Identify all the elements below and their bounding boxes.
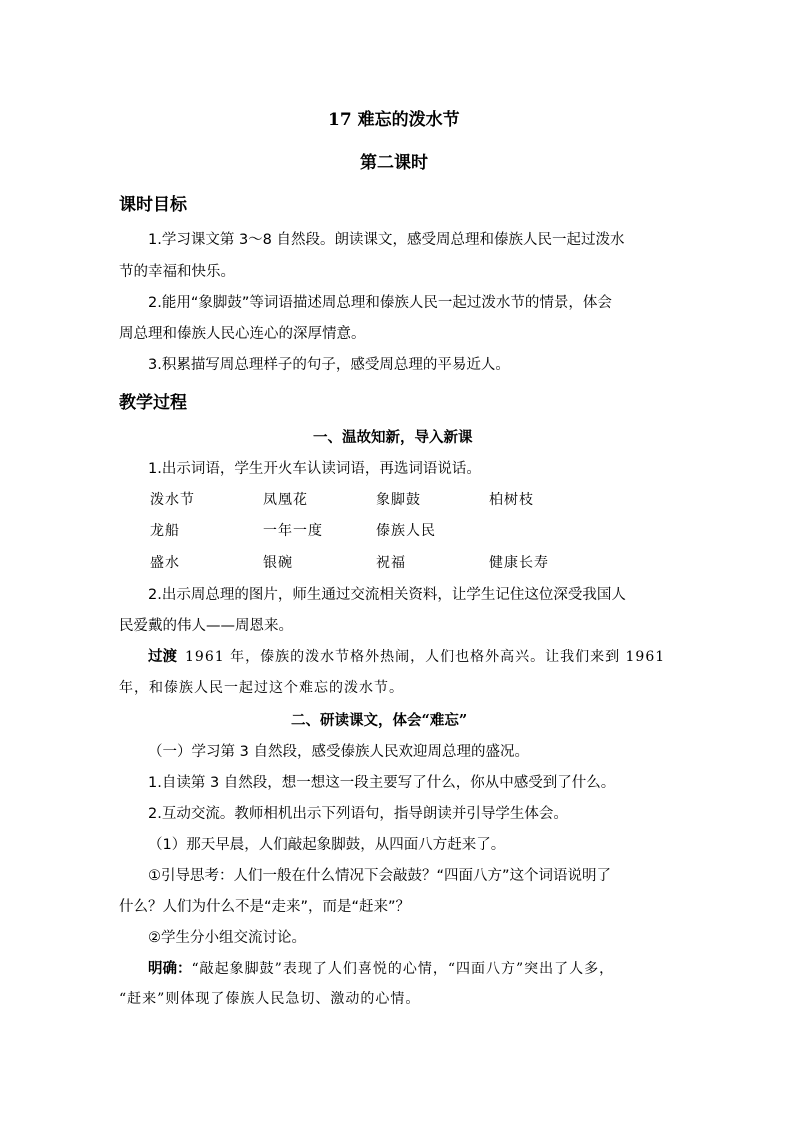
clarify-text-cont: “赶来”则体现了傣族人民急切、激动的心情。: [119, 991, 421, 1007]
transition-text-cont: 年，和傣族人民一起过这个难忘的泼水节。: [119, 680, 404, 696]
section1-step1: 1.出示词语，学生开火车认读词语，再选词语说话。: [148, 461, 481, 477]
vocab-word: 傣族人民: [376, 523, 436, 539]
section2-step2: 2.互动交流。教师相机出示下列语句，指导朗读并引导学生体会。: [148, 806, 568, 822]
section2-guide: ①引导思考：人们一般在什么情况下会敲鼓？“四面八方”这个词语说明了: [148, 868, 612, 884]
section2-part1: （一）学习第 3 自然段，感受傣族人民欢迎周总理的盛况。: [148, 744, 529, 760]
lesson-subtitle: 第二课时: [360, 153, 428, 173]
vocab-word: 一年一度: [263, 523, 323, 539]
objective-line: 1.学习课文第 3～8 自然段。朗读课文，感受周总理和傣族人民一起过泼水: [148, 232, 625, 248]
vocab-word: 柏树枝: [489, 492, 534, 508]
section2-discuss: ②学生分小组交流讨论。: [148, 930, 306, 946]
section2-step1: 1.自读第 3 自然段，想一想这一段主要写了什么，你从中感受到了什么。: [148, 775, 616, 791]
process-heading: 教学过程: [119, 393, 187, 413]
transition-label: 过渡: [148, 649, 177, 665]
clarify-paragraph: [148, 957, 614, 978]
objective-line: 节的幸福和快乐。: [119, 264, 235, 280]
transition-text: 1961 年，傣族的泼水节格外热闹，人们也格外高兴。让我们来到 1961: [185, 649, 666, 665]
section2-heading: 二、研读课文，体会“难忘”: [291, 712, 468, 729]
vocab-word: 凤凰花: [263, 492, 308, 508]
section2-quote: （1）那天早晨，人们敲起象脚鼓，从四面八方赶来了。: [148, 837, 506, 853]
objective-line: 2.能用“象脚鼓”等词语描述周总理和傣族人民一起过泼水节的情景，体会: [148, 295, 612, 311]
vocab-word: 银碗: [263, 555, 293, 571]
vocab-word: 健康长寿: [489, 555, 549, 571]
vocab-word: 象脚鼓: [376, 492, 421, 508]
clarify-text: “敲起象脚鼓”表现了人们喜悦的心情，“四面八方”突出了人多，: [191, 961, 615, 977]
vocab-word: 龙船: [150, 523, 180, 539]
section1-step2: 2.出示周总理的图片，师生通过交流相关资料，让学生记住这位深受我国人: [148, 587, 626, 603]
vocab-word: 泼水节: [150, 492, 195, 508]
vocab-word: 祝福: [376, 555, 406, 571]
section1-step2-cont: 民爱戴的伟人——周恩来。: [119, 618, 293, 634]
objective-line: 周总理和傣族人民心连心的深厚情意。: [119, 326, 366, 342]
vocab-word: 盛水: [150, 555, 180, 571]
section1-heading: 一、温故知新，导入新课: [313, 429, 473, 446]
objectives-heading: 课时目标: [119, 195, 187, 215]
section2-guide-cont: 什么？人们为什么不是“走来”，而是“赶来”？: [119, 899, 411, 915]
lesson-title: 17 难忘的泼水节: [328, 110, 460, 130]
clarify-label: 明确：: [148, 961, 192, 977]
objective-line: 3.积累描写周总理样子的句子，感受周总理的平易近人。: [148, 357, 510, 373]
transition-paragraph: [148, 645, 665, 666]
